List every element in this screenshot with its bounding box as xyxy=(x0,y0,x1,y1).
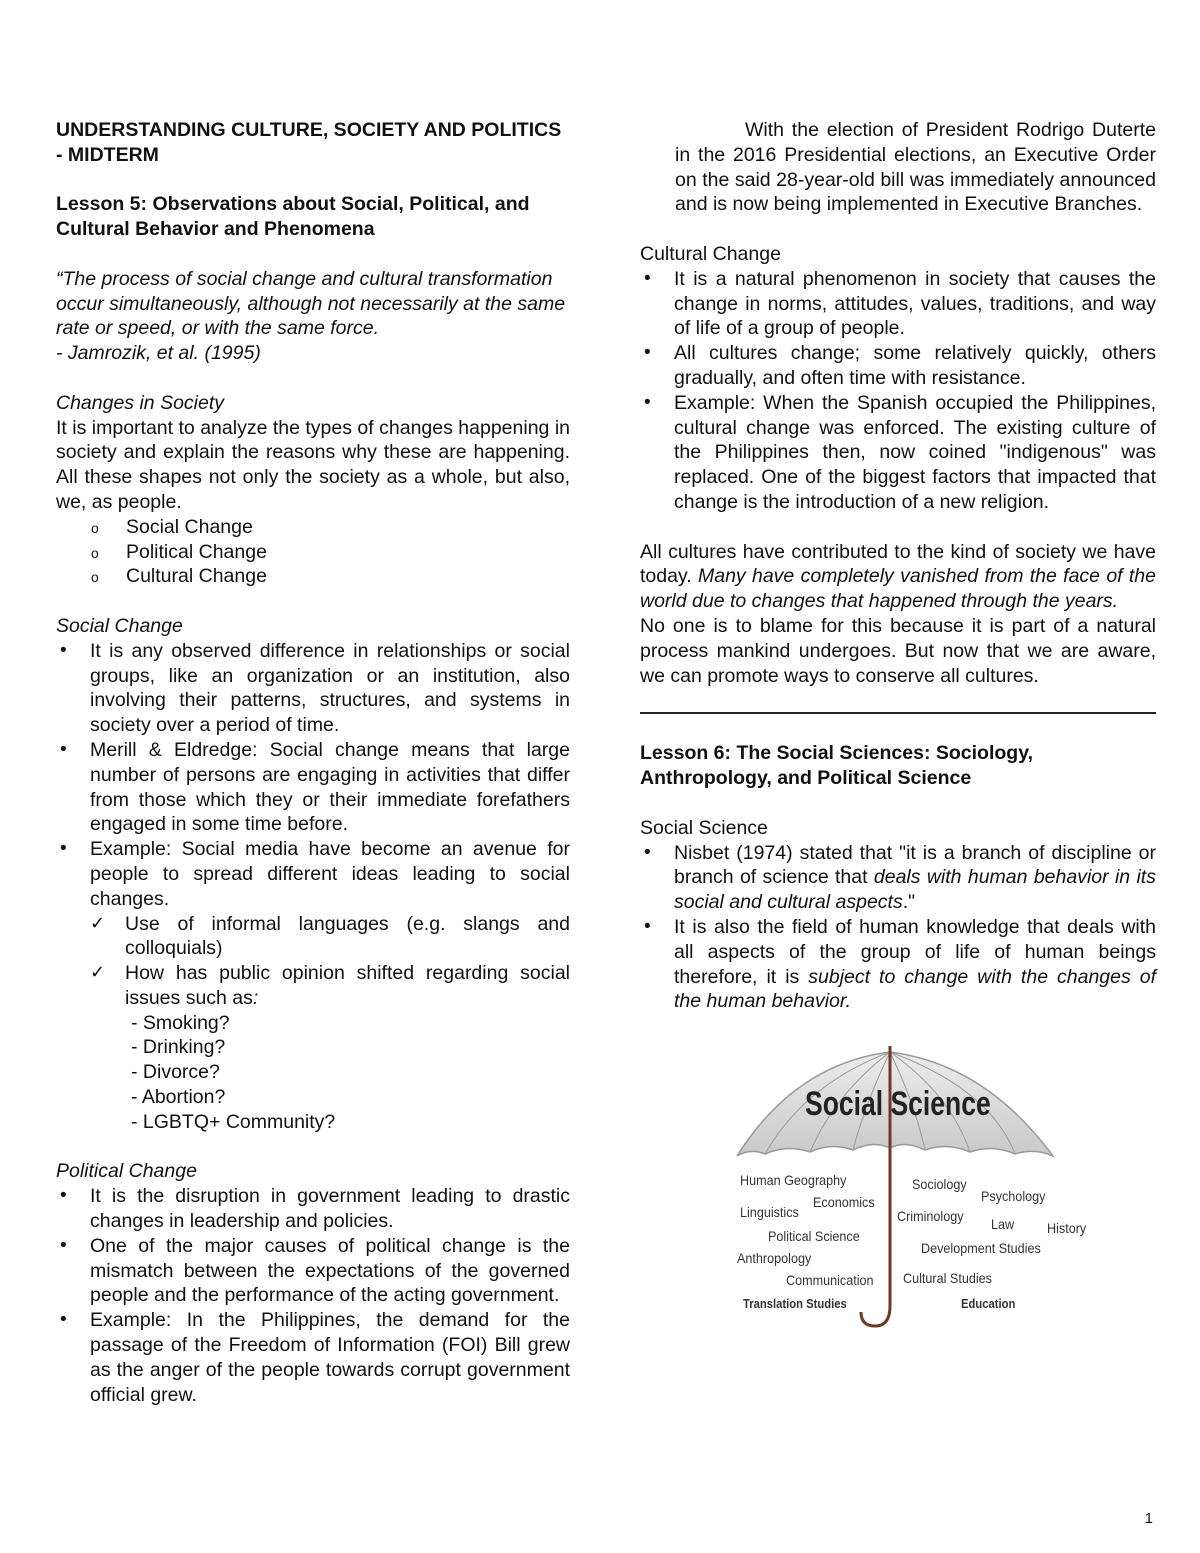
list-item: o Political Change xyxy=(56,540,570,565)
list-item: • One of the major causes of political change is the mismatch between the expectations of the governed people and the performance of the acting government. xyxy=(56,1234,570,1308)
list-item: - LGBTQ+ Community? xyxy=(131,1110,336,1133)
left-column xyxy=(56,118,570,1407)
political-change-heading: Political Change xyxy=(56,1160,197,1183)
list-item: - Abortion? xyxy=(131,1086,226,1109)
field-emphasis: subject to change with the changes of the human behavior. xyxy=(674,965,1156,1013)
list-item xyxy=(90,961,570,1135)
list-item: • Example: When the Spanish occupied the Philippines, cultural change was enforced. The existing culture of the Philippines then, now coined "indigenous" was replaced. One of the biggest factors that impacted that change is the introduction of a new religion. xyxy=(640,391,1156,515)
field-cultural-studies: Cultural Studies xyxy=(903,1270,992,1287)
field-anthropology: Anthropology xyxy=(737,1250,812,1267)
changes-in-society-text: It is important to analyze the types of changes happening in society and explain the reasons why these are happening. All these shapes not only the society as a whole, but also, we, as people. xyxy=(56,416,570,513)
social-change-list xyxy=(56,639,570,1135)
lesson-6-title: Lesson 6: The Social Sciences: Sociology, Anthropology, and Political Science xyxy=(640,742,1034,790)
list-item: • Merill & Eldredge: Social change means that large number of persons are engaging in activities that differ from those which they or their immediate forefathers engaged in some time before. xyxy=(56,738,570,837)
field-translation-studies: Translation Studies xyxy=(743,1297,847,1312)
nisbet-close: ." xyxy=(902,891,916,914)
list-item: - Drinking? xyxy=(131,1036,226,1059)
no-one-paragraph: No one is to blame for this because it is part of a natural process mankind undergoes. But now that we are aware, we can promote ways to conserve all cultures. xyxy=(640,614,1156,687)
all-cultures-paragraph xyxy=(640,540,1156,614)
field-psychology: Psychology xyxy=(981,1188,1046,1205)
field-political-science: Political Science xyxy=(768,1228,860,1245)
nisbet-emphasis: deals with human behavior in its social and cultural aspects xyxy=(674,866,1156,914)
cultural-change-list xyxy=(640,267,1156,515)
list-item: - Smoking? xyxy=(131,1011,230,1034)
all-cultures-text: All cultures have contributed to the kind of society we have today. xyxy=(640,540,1156,588)
list-item: • It is a natural phenomenon in society that causes the change in norms, attitudes, values, traditions, and way of life of a group of people. xyxy=(640,267,1156,341)
document-title: UNDERSTANDING CULTURE, SOCIETY AND POLITICS - MIDTERM xyxy=(56,119,562,166)
umbrella-title: Social Science xyxy=(805,1085,991,1124)
list-item: • It is any observed difference in relationships or social groups, like an organization or an institution, also involving their patterns, structures, and systems in society over a period of time. xyxy=(56,639,570,738)
list-item xyxy=(640,915,1156,1014)
checklist-colon: : xyxy=(252,986,259,1009)
section-divider xyxy=(640,712,1156,714)
page-number: 1 xyxy=(1144,1510,1153,1527)
field-education: Education xyxy=(961,1297,1016,1312)
right-column xyxy=(640,118,1156,1344)
list-item: - Divorce? xyxy=(131,1061,220,1084)
field-sociology: Sociology xyxy=(912,1176,967,1193)
social-science-list xyxy=(640,841,1156,1015)
change-types-list xyxy=(56,515,570,589)
political-change-list xyxy=(56,1184,570,1407)
list-item: • All cultures change; some relatively quickly, others gradually, and often time with resistance. xyxy=(640,341,1156,391)
list-item xyxy=(640,841,1156,915)
field-text: It is also the field of human knowledge that deals with all aspects of the group of life of human beings therefore, it is xyxy=(674,915,1156,988)
nisbet-text: Nisbet (1974) stated that "it is a branch of discipline or branch of science that xyxy=(674,841,1156,889)
field-history: History xyxy=(1047,1220,1087,1237)
quote-author: - Jamrozik, et al. (1995) xyxy=(56,342,261,365)
checklist-text: How has public opinion shifted regarding social issues such as xyxy=(125,962,570,1009)
field-economics: Economics xyxy=(813,1194,875,1211)
list-item: • It is the disruption in government leading to drastic changes in leadership and policies. xyxy=(56,1184,570,1234)
field-criminology: Criminology xyxy=(897,1208,964,1225)
field-development-studies: Development Studies xyxy=(921,1240,1041,1257)
lesson-5-title: Lesson 5: Observations about Social, Political, and Cultural Behavior and Phenomena xyxy=(56,193,530,241)
field-linguistics: Linguistics xyxy=(740,1204,799,1221)
issues-list xyxy=(125,1011,570,1135)
social-change-heading: Social Change xyxy=(56,614,183,637)
social-science-heading: Social Science xyxy=(640,816,768,839)
list-item xyxy=(56,837,570,1135)
cultural-change-heading: Cultural Change xyxy=(640,242,781,265)
vanished-text: Many have completely vanished from the face of the world due to changes that happened through the years. xyxy=(640,565,1156,613)
field-law: Law xyxy=(991,1216,1015,1233)
quote-text: “The process of social change and cultural transformation occur simultaneously, although not necessarily at the same rate or speed, or with the same force. xyxy=(56,267,566,340)
election-paragraph: With the election of President Rodrigo Duterte in the 2016 Presidential elections, an Executive Order on the said 28-year-old bill was immediately announced and is now being implemented in Executive Branches. xyxy=(675,119,1156,216)
list-item: ✓ Use of informal languages (e.g. slangs and colloquials) xyxy=(90,912,570,962)
field-human-geography: Human Geography xyxy=(740,1172,847,1189)
list-item: o Cultural Change xyxy=(56,564,570,589)
social-change-example: Example: Social media have become an avenue for people to spread different ideas leading to social changes. xyxy=(90,838,570,910)
list-item: o Social Change xyxy=(56,515,570,540)
list-item: • Example: In the Philippines, the demand for the passage of the Freedom of Information (FOI) Bill grew as the anger of the people towards corrupt government official grew. xyxy=(56,1308,570,1407)
changes-in-society-heading: Changes in Society xyxy=(56,391,225,414)
example-checklist xyxy=(90,912,570,1135)
field-communication: Communication xyxy=(786,1272,874,1289)
social-science-umbrella-figure xyxy=(735,1044,1087,1344)
